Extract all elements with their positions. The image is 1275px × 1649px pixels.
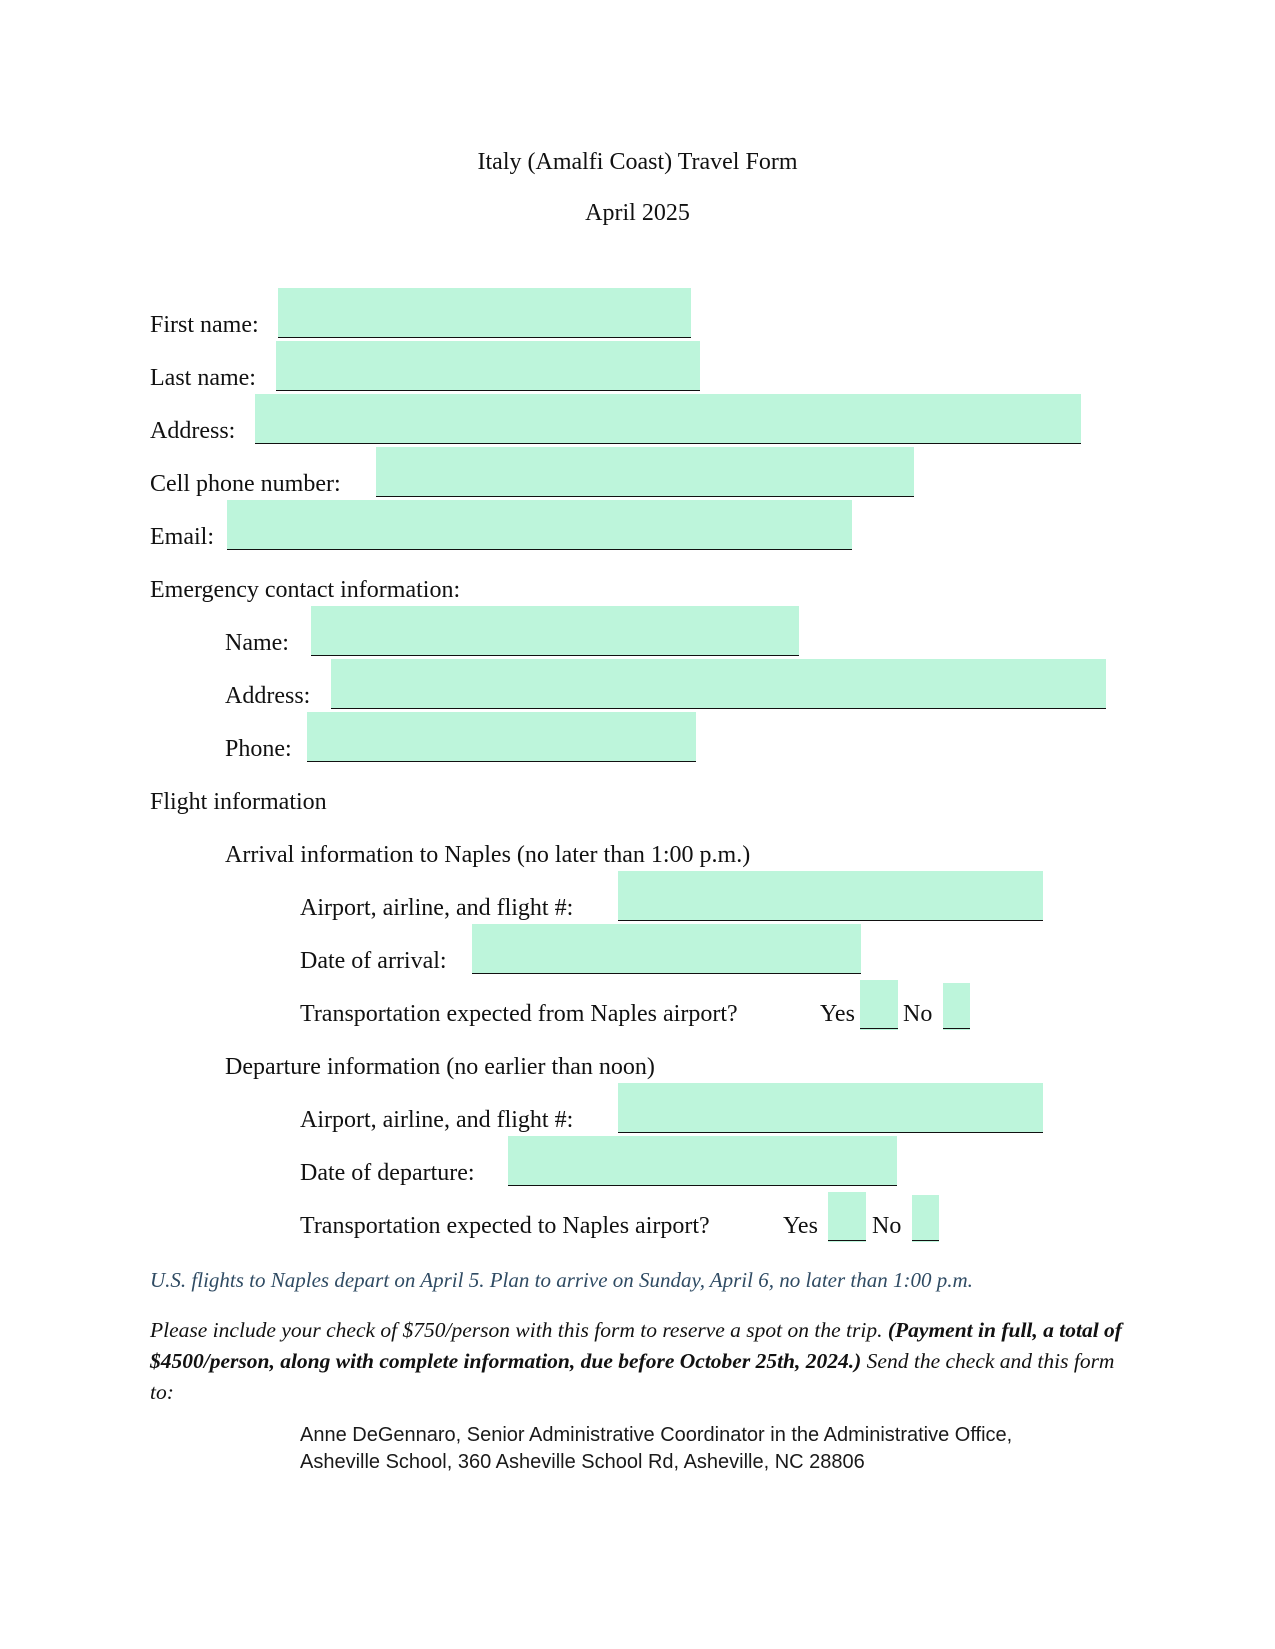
flight-heading: Flight information — [150, 789, 327, 815]
address-field[interactable] — [255, 394, 1081, 444]
emergency-address-field[interactable] — [331, 659, 1106, 709]
cell-phone-field[interactable] — [376, 447, 914, 497]
departure-no-underline — [912, 1240, 939, 1241]
departure-yes-checkbox[interactable] — [828, 1192, 866, 1242]
payment-outro: Send the check and this form to: — [150, 1349, 1115, 1404]
arrival-no-label: No — [903, 1001, 933, 1027]
emergency-name-label: Name: — [225, 630, 289, 656]
emergency-name-field[interactable] — [311, 606, 799, 656]
departure-flight-label: Airport, airline, and flight #: — [300, 1107, 574, 1133]
departure-date-field[interactable] — [508, 1136, 897, 1186]
departure-no-checkbox[interactable] — [912, 1195, 939, 1242]
payment-paragraph — [150, 1315, 1140, 1408]
arrival-yes-checkbox[interactable] — [860, 980, 898, 1030]
departure-no-label: No — [872, 1213, 902, 1239]
arrival-yes-label: Yes — [820, 1001, 855, 1027]
cell-phone-label: Cell phone number: — [150, 471, 341, 497]
arrival-flight-field[interactable] — [618, 871, 1043, 921]
departure-yes-underline — [828, 1240, 866, 1241]
arrival-flight-label: Airport, airline, and flight #: — [300, 895, 574, 921]
arrival-no-underline — [943, 1028, 970, 1029]
address-label: Address: — [150, 418, 236, 444]
departure-yes-label: Yes — [783, 1213, 818, 1239]
form-title: Italy (Amalfi Coast) Travel Form — [477, 149, 798, 175]
departure-transport-label: Transportation expected to Naples airport? — [300, 1213, 710, 1239]
payment-terms: (Payment in full, a total of $4500/person, along with complete information, due before October 25th, 2024.) — [150, 1318, 1122, 1373]
departure-date-label: Date of departure: — [300, 1160, 475, 1186]
arrival-date-label: Date of arrival: — [300, 948, 447, 974]
arrival-transport-label: Transportation expected from Naples airport? — [300, 1001, 738, 1027]
mailing-line-1: Anne DeGennaro, Senior Administrative Coordinator in the Administrative Office, — [300, 1424, 1013, 1446]
emergency-phone-label: Phone: — [225, 736, 292, 762]
payment-intro: Please include your check of $750/person with this form to reserve a spot on the trip. — [150, 1318, 883, 1342]
emergency-heading: Emergency contact information: — [150, 577, 461, 603]
emergency-phone-field[interactable] — [307, 712, 696, 762]
arrival-heading: Arrival information to Naples (no later than 1:00 p.m.) — [225, 842, 751, 868]
email-label: Email: — [150, 524, 214, 550]
mailing-line-2: Asheville School, 360 Asheville School Rd, Asheville, NC 28806 — [300, 1451, 865, 1473]
form-date: April 2025 — [585, 200, 690, 226]
arrival-yes-underline — [860, 1028, 898, 1029]
arrival-no-checkbox[interactable] — [943, 983, 970, 1030]
departure-flight-field[interactable] — [618, 1083, 1043, 1133]
first-name-label: First name: — [150, 312, 259, 338]
departure-heading: Departure information (no earlier than noon) — [225, 1054, 655, 1080]
email-field[interactable] — [227, 500, 852, 550]
first-name-field[interactable] — [278, 288, 691, 338]
last-name-field[interactable] — [276, 341, 700, 391]
flights-note: U.S. flights to Naples depart on April 5. Plan to arrive on Sunday, April 6, no later than 1:00 p.m. — [150, 1268, 973, 1292]
arrival-date-field[interactable] — [472, 924, 861, 974]
emergency-address-label: Address: — [225, 683, 311, 709]
last-name-label: Last name: — [150, 365, 256, 391]
